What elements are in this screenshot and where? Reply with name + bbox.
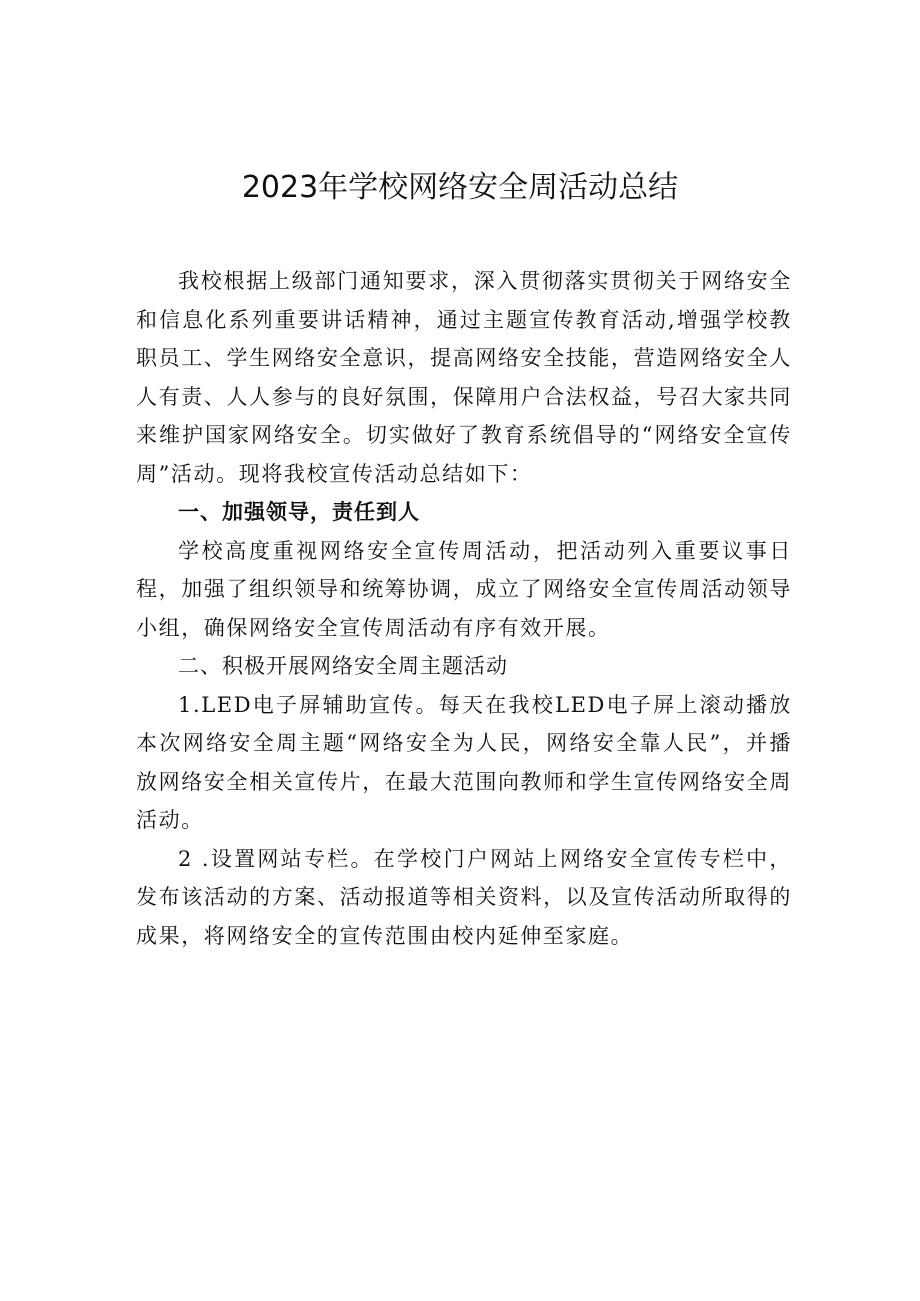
document-title: 2023年学校网络安全周活动总结 bbox=[241, 170, 679, 205]
item-1-paragraph: 1.LED电子屏辅助宣传。每天在我校LED电子屏上滚动播放本次网络安全周主题“网络安全为人民，网络安全靠人民”，并播放网络安全相关宣传片，在最大范围向教师和学生宣传网络安全周活动。 bbox=[136, 692, 792, 832]
intro-paragraph: 我校根据上级部门通知要求，深入贯彻落实贯彻关于网络安全和信息化系列重要讲话精神，通过主题宣传教育活动,增强学校教职员工、学生网络安全意识，提高网络安全技能，营造网络安全人人有责、人人参与的良好氛围，保障用户合法权益，号召大家共同来维护国家网络安全。切实做好了教育系统倡导的“网络安全宣传周”活动。现将我校宣传活动总结如下： bbox=[136, 269, 792, 486]
document-body bbox=[136, 262, 792, 955]
section-heading-1: 一、加强领导，责任到人 bbox=[178, 500, 420, 524]
section-heading-2: 二、积极开展网络安全周主题活动 bbox=[178, 654, 508, 678]
item-2-paragraph: 2 .设置网站专栏。在学校门户网站上网络安全宣传专栏中，发布该活动的方案、活动报道等相关资料，以及宣传活动所取得的成果，将网络安全的宣传范围由校内延伸至家庭。 bbox=[136, 846, 792, 948]
section-1-paragraph: 学校高度重视网络安全宣传周活动，把活动列入重要议事日程，加强了组织领导和统筹协调，成立了网络安全宣传周活动领导小组，确保网络安全宣传周活动有序有效开展。 bbox=[136, 538, 792, 640]
